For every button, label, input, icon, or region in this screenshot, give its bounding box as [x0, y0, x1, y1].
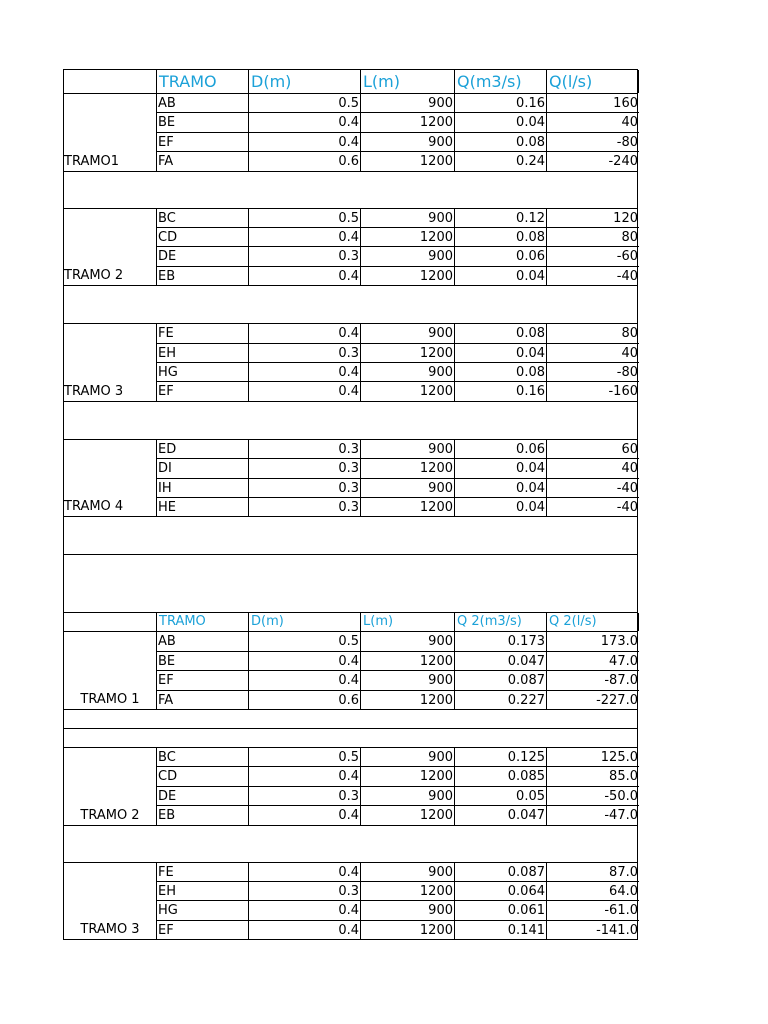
cell-tramo[interactable]: EH — [156, 882, 248, 901]
cell-ql[interactable]: -40 — [546, 498, 639, 517]
cell-d[interactable]: 0.4 — [248, 267, 360, 286]
table-row — [64, 901, 639, 920]
cell-tramo[interactable]: FE — [156, 324, 248, 343]
cell-d[interactable]: 0.5 — [248, 748, 360, 767]
cell-d[interactable]: 0.3 — [248, 787, 360, 806]
cell-tramo[interactable]: EF — [156, 671, 248, 690]
cell-q[interactable]: 0.04 — [454, 267, 546, 286]
cell-tramo[interactable]: DI — [156, 459, 248, 478]
header-tramo[interactable]: TRAMO — [156, 613, 248, 631]
cell-l[interactable]: 1200 — [360, 228, 454, 247]
gap-row[interactable] — [63, 402, 638, 440]
cell-l[interactable]: 1200 — [360, 113, 454, 132]
cell-q[interactable]: 0.04 — [454, 498, 546, 517]
cell-tramo[interactable]: HG — [156, 363, 248, 382]
cell-tramo[interactable]: ED — [156, 440, 248, 459]
cell-tramo[interactable]: AB — [156, 632, 248, 651]
cell-d[interactable]: 0.3 — [248, 344, 360, 363]
spreadsheet — [63, 69, 638, 940]
cell-l[interactable]: 1200 — [360, 806, 454, 825]
cell-q[interactable]: 0.173 — [454, 632, 546, 651]
table1-group-1 — [63, 94, 638, 172]
cell-q[interactable]: 0.06 — [454, 440, 546, 459]
cell-l[interactable]: 1200 — [360, 382, 454, 401]
cell-d[interactable]: 0.4 — [248, 133, 360, 152]
cell-ql[interactable]: 80 — [546, 228, 639, 247]
cell-d[interactable]: 0.4 — [248, 228, 360, 247]
cell-ql[interactable]: 40 — [546, 459, 639, 478]
cell-d[interactable]: 0.4 — [248, 671, 360, 690]
cell-l[interactable]: 900 — [360, 247, 454, 266]
cell-tramo[interactable]: HE — [156, 498, 248, 517]
group-label[interactable]: TRAMO 1 — [80, 691, 140, 707]
table-row — [64, 209, 639, 228]
cell-q[interactable]: 0.08 — [454, 228, 546, 247]
cell-ql[interactable]: -141.0 — [546, 921, 639, 940]
cell-l[interactable]: 900 — [360, 901, 454, 920]
table2-group-1 — [63, 632, 638, 710]
cell-tramo[interactable]: CD — [156, 767, 248, 786]
cell-tramo[interactable]: BC — [156, 748, 248, 767]
gap-row[interactable] — [63, 172, 638, 209]
cell-l[interactable]: 1200 — [360, 921, 454, 940]
cell-d[interactable]: 0.4 — [248, 863, 360, 882]
cell-ql[interactable]: 64.0 — [546, 882, 639, 901]
cell-q[interactable]: 0.08 — [454, 133, 546, 152]
cell-q[interactable]: 0.04 — [454, 344, 546, 363]
cell-l[interactable]: 1200 — [360, 267, 454, 286]
header-d[interactable]: D(m) — [248, 70, 360, 93]
cell-ql[interactable]: -50.0 — [546, 787, 639, 806]
table-row — [64, 113, 639, 132]
cell-ql[interactable]: -61.0 — [546, 901, 639, 920]
gap-row[interactable] — [63, 517, 638, 555]
header-q[interactable]: Q 2(m3/s) — [454, 613, 546, 631]
cell-l[interactable]: 900 — [360, 671, 454, 690]
cell-tramo[interactable]: BC — [156, 209, 248, 228]
group-label[interactable]: TRAMO 3 — [64, 383, 124, 399]
table1-header-row — [63, 69, 638, 94]
table-row — [64, 632, 639, 651]
cell-q[interactable]: 0.08 — [454, 324, 546, 343]
cell-l[interactable]: 1200 — [360, 691, 454, 710]
cell-tramo[interactable]: EF — [156, 382, 248, 401]
cell-q[interactable]: 0.04 — [454, 113, 546, 132]
table-row — [64, 748, 639, 767]
cell-q[interactable]: 0.16 — [454, 382, 546, 401]
cell-tramo[interactable]: CD — [156, 228, 248, 247]
cell-d[interactable]: 0.3 — [248, 882, 360, 901]
cell-l[interactable]: 900 — [360, 363, 454, 382]
cell-ql[interactable]: -160 — [546, 382, 639, 401]
header-tramo[interactable]: TRAMO — [156, 70, 248, 93]
gap-row[interactable] — [63, 710, 638, 729]
cell-ql[interactable]: 85.0 — [546, 767, 639, 786]
cell-tramo[interactable]: EH — [156, 344, 248, 363]
cell-l[interactable]: 1200 — [360, 882, 454, 901]
cell-q[interactable]: 0.061 — [454, 901, 546, 920]
cell-d[interactable]: 0.3 — [248, 459, 360, 478]
cell-d[interactable]: 0.5 — [248, 94, 360, 113]
cell-d[interactable]: 0.4 — [248, 901, 360, 920]
table-row — [64, 863, 639, 882]
group-label[interactable]: TRAMO 2 — [64, 268, 124, 284]
cell-l[interactable]: 900 — [360, 440, 454, 459]
cell-l[interactable]: 900 — [360, 94, 454, 113]
cell-l[interactable]: 900 — [360, 133, 454, 152]
cell-tramo[interactable]: BE — [156, 652, 248, 671]
table2-header-row — [63, 613, 638, 632]
cell-l[interactable]: 900 — [360, 787, 454, 806]
table-row — [64, 479, 639, 498]
cell-l[interactable]: 900 — [360, 479, 454, 498]
header-ql[interactable]: Q 2(l/s) — [546, 613, 639, 631]
cell-l[interactable]: 900 — [360, 632, 454, 651]
cell-d[interactable]: 0.4 — [248, 113, 360, 132]
cell-tramo[interactable]: EB — [156, 806, 248, 825]
cell-q[interactable]: 0.04 — [454, 479, 546, 498]
cell-l[interactable]: 1200 — [360, 344, 454, 363]
cell-q[interactable]: 0.064 — [454, 882, 546, 901]
table2-group-2 — [63, 748, 638, 826]
cell-ql[interactable]: -80 — [546, 133, 639, 152]
cell-ql[interactable]: -80 — [546, 363, 639, 382]
cell-q[interactable]: 0.24 — [454, 152, 546, 171]
cell-d[interactable]: 0.3 — [248, 440, 360, 459]
cell-tramo[interactable]: EB — [156, 267, 248, 286]
cell-q[interactable]: 0.06 — [454, 247, 546, 266]
gap-row[interactable] — [63, 555, 638, 613]
group-label[interactable]: TRAMO1 — [64, 153, 120, 169]
cell-tramo[interactable]: FE — [156, 863, 248, 882]
gap-row[interactable] — [63, 826, 638, 863]
cell-d[interactable]: 0.4 — [248, 324, 360, 343]
cell-l[interactable]: 1200 — [360, 152, 454, 171]
cell-l[interactable]: 1200 — [360, 459, 454, 478]
table-row — [64, 94, 639, 113]
cell-d[interactable]: 0.6 — [248, 152, 360, 171]
cell-q[interactable]: 0.08 — [454, 363, 546, 382]
cell-q[interactable]: 0.087 — [454, 671, 546, 690]
cell-q[interactable]: 0.141 — [454, 921, 546, 940]
table-row — [64, 363, 639, 382]
table-row — [64, 767, 639, 786]
cell-q[interactable]: 0.085 — [454, 767, 546, 786]
cell-l[interactable]: 900 — [360, 863, 454, 882]
cell-ql[interactable]: -240 — [546, 152, 639, 171]
cell-l[interactable]: 1200 — [360, 767, 454, 786]
cell-d[interactable]: 0.4 — [248, 382, 360, 401]
cell-ql[interactable]: -40 — [546, 479, 639, 498]
table-row — [64, 228, 639, 247]
table1-group-2 — [63, 209, 638, 287]
cell-d[interactable]: 0.4 — [248, 652, 360, 671]
cell-tramo[interactable]: HG — [156, 901, 248, 920]
cell-d[interactable]: 0.5 — [248, 632, 360, 651]
table-row — [64, 671, 639, 690]
table1-group-4 — [63, 440, 638, 518]
cell-d[interactable]: 0.3 — [248, 247, 360, 266]
cell-tramo[interactable]: AB — [156, 94, 248, 113]
cell-d[interactable]: 0.4 — [248, 921, 360, 940]
table-row — [64, 882, 639, 901]
group-label[interactable]: TRAMO 4 — [64, 499, 124, 515]
cell-q[interactable]: 0.04 — [454, 459, 546, 478]
cell-ql[interactable]: 60 — [546, 440, 639, 459]
cell-d[interactable]: 0.3 — [248, 498, 360, 517]
cell-ql[interactable]: 87.0 — [546, 863, 639, 882]
table-row — [64, 459, 639, 478]
header-l[interactable]: L(m) — [360, 70, 454, 93]
cell-q[interactable]: 0.05 — [454, 787, 546, 806]
header-ql[interactable]: Q(l/s) — [546, 70, 639, 93]
cell-d[interactable]: 0.4 — [248, 806, 360, 825]
group-label[interactable]: TRAMO 2 — [80, 807, 140, 823]
table-row — [64, 133, 639, 152]
table-row — [64, 652, 639, 671]
cell-tramo[interactable]: EF — [156, 921, 248, 940]
cell-q[interactable]: 0.047 — [454, 806, 546, 825]
cell-tramo[interactable]: DE — [156, 787, 248, 806]
cell-ql[interactable]: 47.0 — [546, 652, 639, 671]
cell-l[interactable]: 1200 — [360, 498, 454, 517]
cell-d[interactable]: 0.3 — [248, 479, 360, 498]
cell-q[interactable]: 0.12 — [454, 209, 546, 228]
cell-ql[interactable]: -47.0 — [546, 806, 639, 825]
cell-tramo[interactable]: BE — [156, 113, 248, 132]
cell-ql[interactable]: -60 — [546, 247, 639, 266]
header-d[interactable]: D(m) — [248, 613, 360, 631]
table-row — [64, 247, 639, 266]
table2-group-3 — [63, 863, 638, 941]
cell-d[interactable]: 0.5 — [248, 209, 360, 228]
table-row — [64, 440, 639, 459]
cell-d[interactable]: 0.4 — [248, 767, 360, 786]
cell-ql[interactable]: 40 — [546, 344, 639, 363]
cell-ql[interactable]: -40 — [546, 267, 639, 286]
cell-tramo[interactable]: FA — [156, 691, 248, 710]
cell-ql[interactable]: 40 — [546, 113, 639, 132]
cell-d[interactable]: 0.6 — [248, 691, 360, 710]
cell-ql[interactable]: 160 — [546, 94, 639, 113]
cell-q[interactable]: 0.087 — [454, 863, 546, 882]
table-row — [64, 324, 639, 343]
cell-l[interactable]: 900 — [360, 748, 454, 767]
cell-l[interactable]: 900 — [360, 209, 454, 228]
table-row — [64, 787, 639, 806]
cell-ql[interactable]: 125.0 — [546, 748, 639, 767]
cell-tramo[interactable]: DE — [156, 247, 248, 266]
cell-tramo[interactable]: IH — [156, 479, 248, 498]
cell-q[interactable]: 0.227 — [454, 691, 546, 710]
gap-row[interactable] — [63, 286, 638, 324]
table1-group-3 — [63, 324, 638, 402]
cell-tramo[interactable]: EF — [156, 133, 248, 152]
header-l[interactable]: L(m) — [360, 613, 454, 631]
header-q[interactable]: Q(m3/s) — [454, 70, 546, 93]
table-row — [64, 344, 639, 363]
cell-q[interactable]: 0.125 — [454, 748, 546, 767]
cell-l[interactable]: 1200 — [360, 652, 454, 671]
gap-row[interactable] — [63, 729, 638, 748]
cell-d[interactable]: 0.4 — [248, 363, 360, 382]
cell-ql[interactable]: 120 — [546, 209, 639, 228]
cell-ql[interactable]: -227.0 — [546, 691, 639, 710]
cell-q[interactable]: 0.16 — [454, 94, 546, 113]
cell-ql[interactable]: 80 — [546, 324, 639, 343]
cell-tramo[interactable]: FA — [156, 152, 248, 171]
cell-ql[interactable]: -87.0 — [546, 671, 639, 690]
cell-l[interactable]: 900 — [360, 324, 454, 343]
group-label[interactable]: TRAMO 3 — [80, 922, 140, 938]
cell-ql[interactable]: 173.0 — [546, 632, 639, 651]
cell-q[interactable]: 0.047 — [454, 652, 546, 671]
